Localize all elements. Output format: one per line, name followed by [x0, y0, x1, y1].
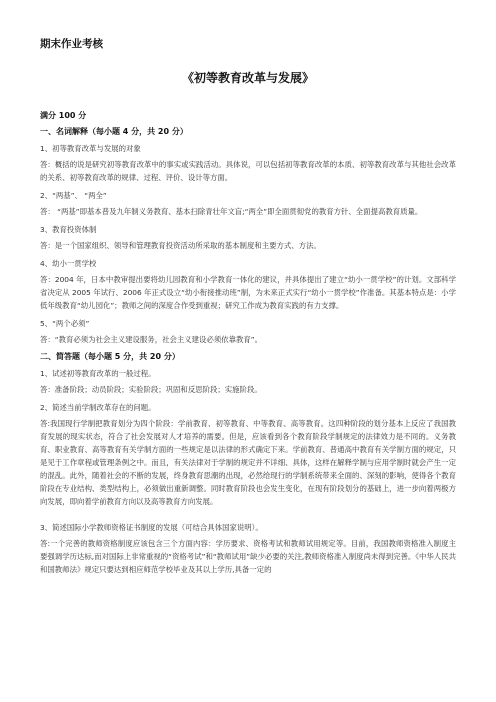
answer-2-3: 答:一个完善的教师资格制度应该包含三个方面内容：学历要求、资格考试和教师试用规定等。目前，我国教师资格准入制度主要强调学历达标,而对国际上非常重视的“资格考试”和“教师试用”缺少必要的关注,教师资格准入制度尚未得到完善。《中华人民共和国教师法》规定只要达到相应师范学校毕业及其以上学历,具备一定的 — [40, 539, 456, 574]
document-title: 《初等教育改革与发展》 — [181, 71, 314, 85]
question-1-4: 4、幼小一贯学校 — [40, 259, 97, 268]
section-heading-1: 一、名词解释（每小题 4 分，共 20 分） — [40, 127, 188, 136]
total-score: 满分 100 分 — [40, 111, 87, 120]
document-page — [40, 36, 456, 581]
answer-1-1: 答：概括的说是研究初等教育改革中的事实或实践活动。具体说，可以包括初等教育改革的本质、初等教育改革与其他社会改革的关系、初等教育改革的规律、过程、评价、设计等方面。 — [40, 160, 456, 182]
question-1-5: 5、“两个必须” — [40, 319, 90, 328]
question-1-2: 2、“两基”、 “两全” — [40, 191, 107, 200]
answer-1-5: 答：“教育必须为社会主义建设服务，社会主义建设必须依靠教育”。 — [40, 335, 262, 344]
answer-1-2: 答： “两基”即基本普及九年制义务教育、基本扫除青壮年文盲;“两全”即全面贯彻党的教育方针、全面提高教育质量。 — [40, 207, 423, 216]
document-header: 期末作业考核 — [40, 38, 103, 50]
question-1-3: 3、教育投资体制 — [40, 225, 97, 234]
spacer — [40, 513, 456, 521]
question-2-2: 2、简述当前学制改革存在的问题。 — [40, 403, 156, 412]
answer-2-1: 答：准备阶段；动员阶段；实验阶段；巩固和反思阶段；实施阶段。 — [40, 385, 262, 394]
answer-1-3: 答：是一个国家组织、领导和管理教育投资活动所采取的基本制度和主要方式、方法。 — [40, 241, 321, 250]
answer-1-4: 答：2004 年，日本中教审提出要将幼儿园教育和小学教育一体化的建议，并具体提出了建立“幼小一贯学校”的计划。文部科学省决定从 2005 年试行、2006 年正式设立“幼小衔接推动班”制，为未来正式实行“幼小一贯学校”作准备。其基本特点是：小学低年级教育“幼儿园化”；教师之间的深度合作受到重视；研究工作成为教育实践的有力支撑。 — [40, 275, 456, 310]
question-2-1: 1、试述初等教育改革的一般过程。 — [40, 369, 156, 378]
question-2-3: 3、简述国际小学教师资格证书制度的发展（可结合具体国家说明）。 — [40, 523, 263, 532]
section-heading-2: 二、简答题（每小题 5 分，共 20 分） — [40, 352, 180, 361]
answer-2-2: 答:我国现行学制把教育划分为四个阶段：学前教育、初等教育、中等教育、高等教育。这四种阶段的划分基本上反应了我国教育发展的现实状态，符合了社会发展对人才培养的需要。但是，应该看到各个教育阶段学制规定的法律效力是不同的。义务教育、职业教育、高等教育有关学制方面的一些规定是以法律的形式确定下来。学前教育、普通高中教育有关学制方面的规定，只是见于工作章程或管理条例之中。而且，有关法律对于学制的规定并不详细、具体，这样在解释学制与应用学制时就会产生一定的混乱。此外，随着社会的不断的发展，终身教育思潮的出现，必然给现行的学制系统带来全面的、深刻的影响，使得各个教育阶段在专业结构、类型结构上，必须做出重新调整。同时教育阶段也会发生变化，在现有阶段划分的基础上，进一步向着两极方向发展，即向着学前教育方向以及高等教育方向发展。 — [40, 419, 456, 506]
question-1-1: 1、初等教育改革与发展的对象 — [40, 144, 141, 153]
